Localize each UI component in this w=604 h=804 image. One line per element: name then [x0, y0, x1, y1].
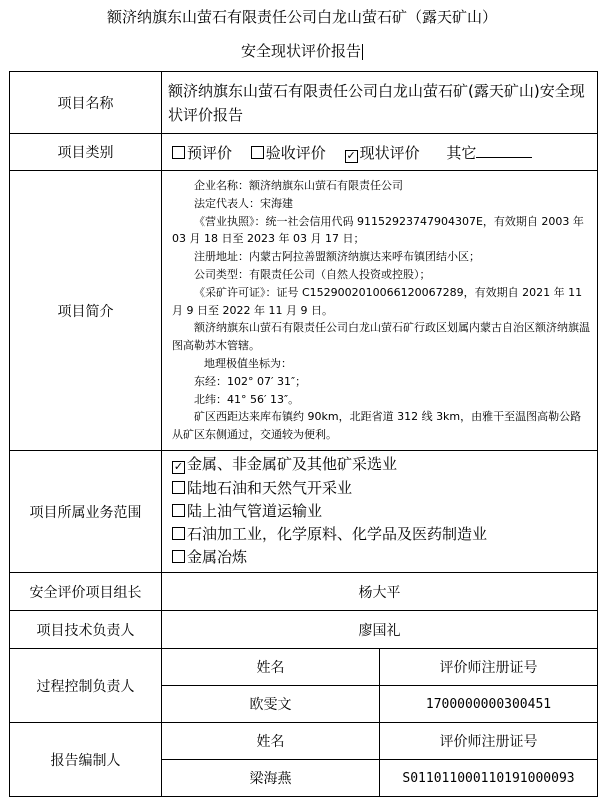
business-scope-options: [162, 451, 598, 573]
project-name-value: 额济纳旗东山萤石有限责任公司白龙山萤石矿(露天矿山)安全现状评价报告: [162, 72, 598, 134]
scope-option-oil-gas[interactable]: 陆地石油和天然气开采业: [172, 477, 597, 500]
report-name-header: 姓名: [162, 723, 380, 760]
category-option-pre[interactable]: 预评价: [172, 144, 232, 162]
checkbox-icon[interactable]: [172, 481, 185, 494]
checkbox-icon[interactable]: [172, 527, 185, 540]
process-cert-value: 1700000000300451: [380, 686, 598, 723]
process-cert-header: 评价师注册证号: [380, 649, 598, 686]
row-project-name: [10, 72, 598, 134]
process-name-header: 姓名: [162, 649, 380, 686]
row-team-leader: [10, 573, 598, 611]
row-business-scope: [10, 451, 598, 573]
team-leader-value: 杨大平: [162, 573, 598, 611]
project-info-table: [9, 71, 598, 797]
intro-line: 《营业执照》：统一社会信用代码 91152923747904307E，有效期自 2003 年 03 月 18 日至 2023 年 03 月 17 日；: [172, 214, 584, 246]
category-option-other: 其它: [446, 143, 477, 162]
intro-line: 矿区西距达来库布镇约 90km，北距省道 312 线 3km，由雅干至温图高勒公路从矿区东侧通过，交通较为便利。: [172, 410, 582, 442]
row-project-category: [10, 134, 598, 171]
project-name-label: 项目名称: [10, 72, 162, 134]
report-cert-header: 评价师注册证号: [380, 723, 598, 760]
intro-line: 公司类型：有限责任公司（自然人投资或控股）；: [194, 268, 431, 281]
intro-line: 东经：102° 07′ 31″；: [194, 374, 307, 388]
category-option-acceptance[interactable]: 验收评价: [251, 144, 326, 162]
intro-line: 法定代表人：宋海建: [194, 196, 293, 210]
document-title-line1: 额济纳旗东山萤石有限责任公司白龙山萤石矿（露天矿山）: [106, 8, 497, 26]
team-leader-label: 安全评价项目组长: [10, 573, 162, 611]
category-option-current[interactable]: ✓ 现状评价: [346, 143, 420, 162]
row-process-header: [10, 649, 598, 686]
row-project-intro: [10, 171, 598, 451]
tech-lead-label: 项目技术负责人: [10, 611, 162, 649]
process-control-label: 过程控制负责人: [10, 649, 162, 723]
process-name-value: 欧雯文: [162, 686, 380, 723]
intro-line: 企业名称：额济纳旗东山萤石有限责任公司: [194, 179, 403, 193]
intro-line: 注册地址：内蒙古阿拉善盟额济纳旗达来呼布镇团结小区；: [194, 250, 480, 264]
checkbox-icon[interactable]: [172, 146, 185, 159]
document-title-line2: [0, 40, 604, 61]
checkbox-checked-icon[interactable]: ✓: [346, 148, 356, 162]
checkbox-icon[interactable]: [172, 550, 185, 563]
tech-lead-value: 廖国礼: [162, 611, 598, 649]
report-author-label: 报告编制人: [10, 723, 162, 797]
category-other-blank[interactable]: [476, 143, 532, 158]
scope-option-pipeline[interactable]: 陆上油气管道运输业: [172, 500, 597, 523]
checkbox-icon[interactable]: [172, 504, 185, 517]
scope-option-mining[interactable]: ✓ 金属、非金属矿及其他矿采选业: [173, 455, 398, 474]
project-intro-content: [162, 171, 598, 451]
text-cursor: [362, 44, 363, 60]
scope-option-petrochemical[interactable]: 石油加工业，化学原料、化学品及医药制造业: [172, 523, 597, 546]
row-tech-lead: [10, 611, 598, 649]
scope-option-metallurgy[interactable]: 金属冶炼: [172, 546, 597, 569]
project-intro-label: 项目简介: [10, 171, 162, 451]
intro-line: 地理极值坐标为：: [204, 356, 292, 370]
intro-line: 北纬：41° 56′ 13″。: [194, 392, 300, 406]
project-category-label: 项目类别: [10, 134, 162, 171]
document-title-text: 安全现状评价报告: [240, 42, 361, 60]
row-report-header: [10, 723, 598, 760]
report-name-value: 梁海燕: [162, 760, 380, 797]
checkbox-icon[interactable]: [251, 146, 264, 159]
intro-line: 额济纳旗东山萤石有限责任公司白龙山萤石矿行政区划属内蒙古自治区额济纳旗温图高勒苏木管辖。: [172, 321, 590, 353]
business-scope-label: 项目所属业务范围: [10, 451, 162, 573]
intro-line: 《采矿许可证》：证号 C1529002010066120067289，有效期自 2021 年 11 月 9 日至 2022 年 11 月 9 日。: [172, 285, 583, 317]
project-category-options: [162, 134, 598, 171]
report-cert-value: S011011000110191000093: [380, 760, 598, 797]
checkbox-checked-icon[interactable]: ✓: [173, 460, 184, 474]
